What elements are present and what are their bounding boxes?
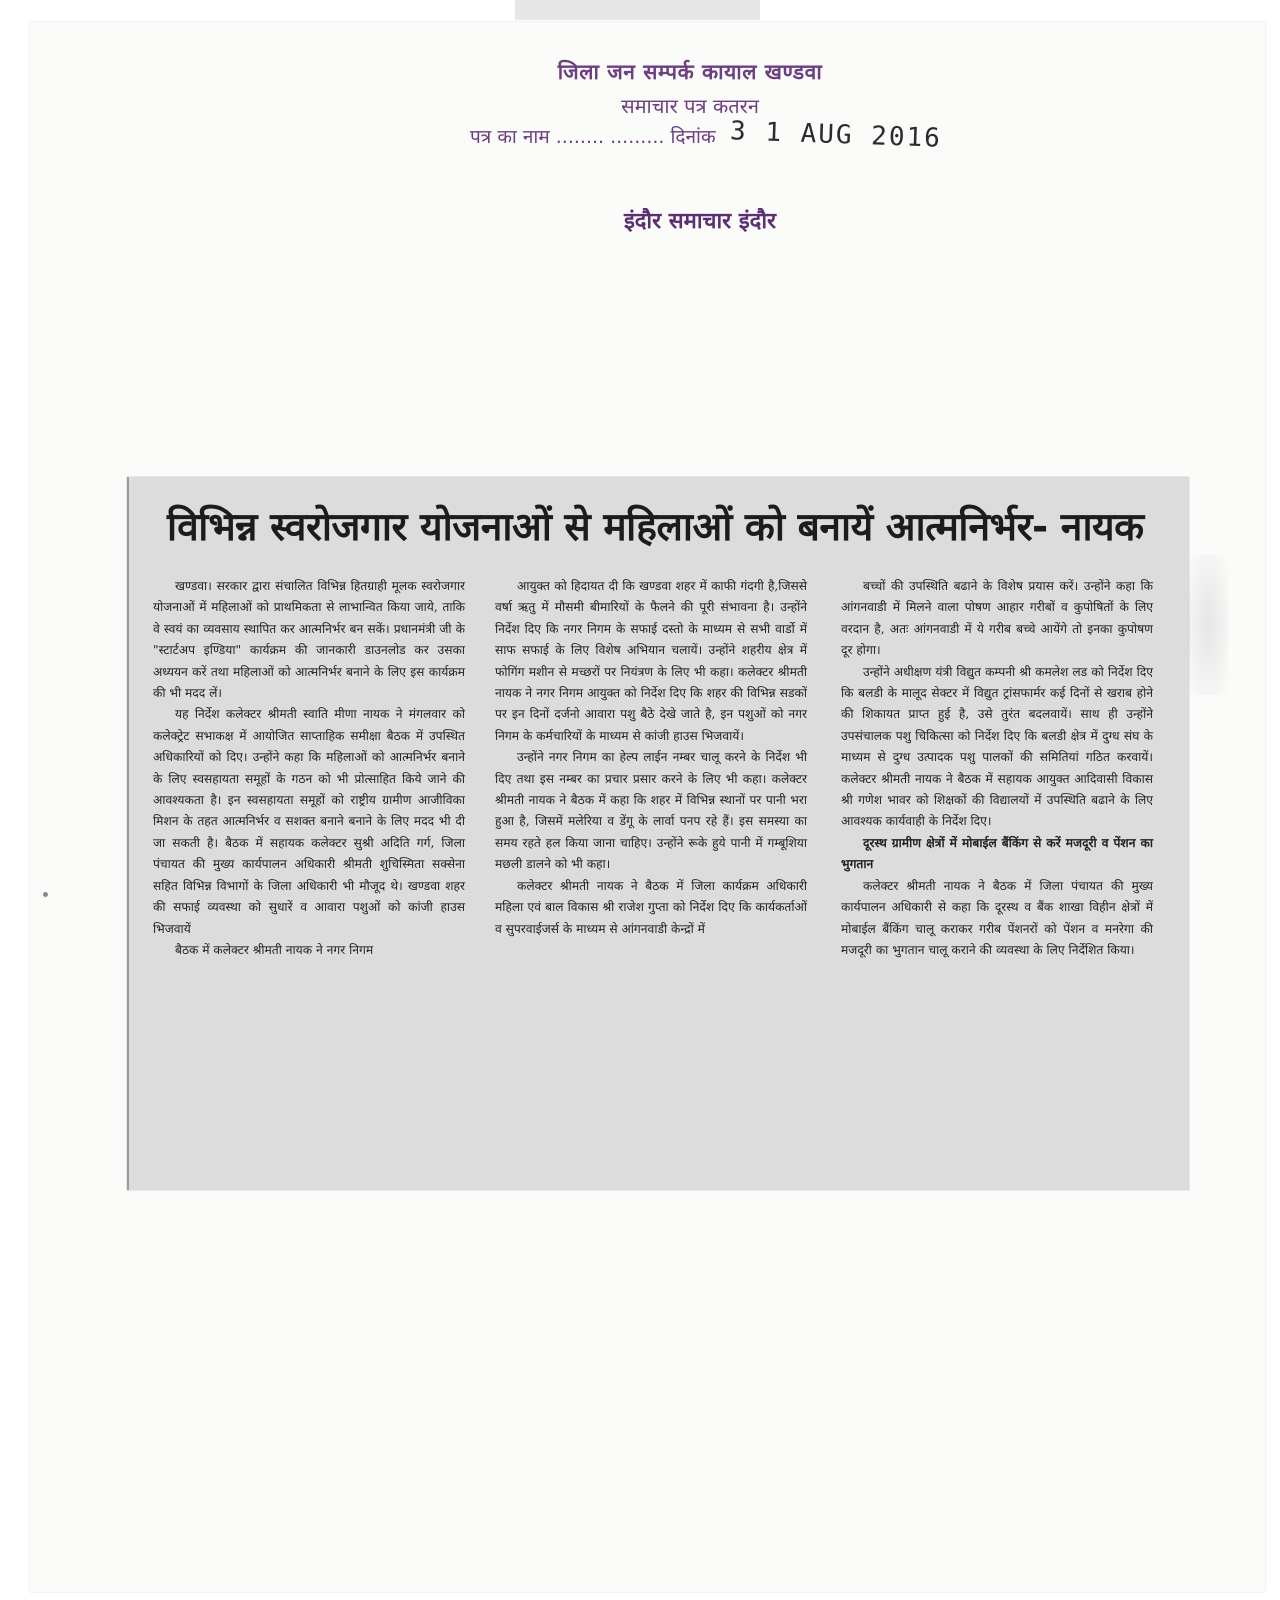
date-stamp: 3 1 AUG 2016 bbox=[729, 116, 942, 154]
paragraph: उन्होंने नगर निगम का हेल्प लाईन नम्बर चालू करने के निर्देश भी दिए तथा इस नम्बर का प्रचार प्रसार करने के लिए भी कहा। कलेक्टर श्रीमती नायक ने बैठक में कहा कि शहर में विभिन्न स्थानों पर पानी भरा हुआ है, जिसमें मलेरिया व डेंगू के लार्वा पनप रहे हैं। इस समस्या का समय रहते हल किया जाना चाहिए। उन्होंने रूके हुये पानी में गम्बूशिया मछली डालने को भी कहा। bbox=[495, 750, 807, 872]
date-label: दिनांक bbox=[670, 126, 716, 148]
paragraph: कलेक्टर श्रीमती नायक ने बैठक में जिला कार्यक्रम अधिकारी महिला एवं बाल विकास श्री राजेश गुप्ता को निर्देश दिए कि कार्यकर्ताओं व सुपरवाईजर्स के माध्यम से आंगनवाडी केन्द्रों में bbox=[495, 878, 807, 936]
paragraph: खण्डवा। सरकार द्वारा संचालित विभिन्न हितग्राही मूलक स्वरोजगार योजनाओं में महिलाओं को प्राथमिकता से लाभान्वित किया जाये, ताकि वे स्वयं का व्यवसाय स्थापित कर आत्मनिर्भर बन सकें। प्रधानमंत्री जी के "स्टार्टअप इण्डिया" कार्यक्रम की जानकारी डाउनलोड कर उसका अध्ययन करें तथा महिलाओं को आत्मनिर्भर बनाने के लिए इस कार्यक्रम की भी मदद लें। bbox=[153, 579, 465, 701]
paragraph: बच्चों की उपस्थिति बढाने के विशेष प्रयास करें। उन्होंने कहा कि आंगनवाडी में मिलने वाला पोषण आहार गरीबों व कुपोषितों के लिए वरदान है, अतः आंगनवाडी में ये गरीब बच्चे आयेंगे तो इनका कुपोषण दूर होगा। bbox=[841, 579, 1153, 658]
source-stamp: इंदौर समाचार इंदौर bbox=[623, 209, 777, 234]
scanner-tape-edge bbox=[515, 0, 760, 20]
article-subheading: दूरस्थ ग्रामीण क्षेत्रों में मोबाईल बैंकिंग से करें मजदूरी व पेंशन का भुगतान bbox=[841, 835, 1153, 872]
paragraph: कलेक्टर श्रीमती नायक ने बैठक में जिला पंचायत की मुख्य कार्यपालन अधिकारी से कहा कि दूरस्थ व बैंक शाखा विहीन क्षेत्रों में मोबाईल बैंकिंग चालू कराकर गरीब पेंशनरों को पेंशन व मनरेगा की मजदूरी का भुगतान चालू कराने की व्यवस्था के लिए निर्देशित किया। bbox=[841, 878, 1153, 957]
paragraph: आयुक्त को हिदायत दी कि खण्डवा शहर में काफी गंदगी है,जिससे वर्षा ऋतु में मौसमी बीमारियों के फैलने की पूरी संभावना है। उन्होंने निर्देश दिए कि नगर निगम के सफाई दस्तो के माध्यम से सभी वार्डो में साफ सफाई के लिए विशेष अभियान चलायें। उन्होंने शहरीय क्षेत्र में फोगिंग मशीन से मच्छरों पर नियंत्रण के लिए भी कहा। कलेक्टर श्रीमती नायक ने नगर निगम आयुक्त को निर्देश दिए कि शहर की विभिन्न सडकों पर इन दिनों दर्जनो आवारा पशु बैठे देखे जाते है, इन पशुओं को नगर निगम के कर्मचारियों के माध्यम से कांजी हाउस भिजवायें। bbox=[495, 579, 807, 743]
paper-date-row bbox=[470, 116, 1010, 154]
article-column-3 bbox=[841, 576, 1153, 961]
clipping-label: समाचार पत्र कतरन bbox=[621, 94, 759, 118]
article-column-1 bbox=[153, 576, 465, 961]
article-headline: विभिन्न स्वरोजगार योजनाओं से महिलाओं को बनायें आत्मनिर्भर- नायक bbox=[167, 505, 1144, 550]
paper-name-label: पत्र का नाम ........ ......... bbox=[470, 126, 671, 148]
margin-mark bbox=[43, 892, 48, 897]
office-stamp-title: जिला जन सम्पर्क कायाल खण्डवा bbox=[557, 60, 823, 84]
paragraph: बैठक में कलेक्टर श्रीमती नायक ने नगर निगम bbox=[175, 942, 374, 957]
paragraph: यह निर्देश कलेक्टर श्रीमती स्वाति मीणा नायक ने मंगलवार को कलेक्ट्रेट सभाकक्ष में आयोजित साप्ताहिक समीक्षा बैठक में उपस्थित अधिकारियों को दिए। उन्होंने कहा कि महिलाओं को आत्मनिर्भर बनाने के लिए स्वसहायता समूहों के गठन को भी प्रोत्साहित किये जाने की आवश्यकता है। इन स्वसहायता समूहों को राष्ट्रीय ग्रामीण आजीविका मिशन के तहत आत्मनिर्भर व सशक्त बनाने बनाने के लिए मदद भी दी जा सकती है। बैठक में सहायक कलेक्टर सुश्री अदिति गर्ग, जिला पंचायत की मुख्य कार्यपालन अधिकारी श्रीमती शुचिस्मिता सक्सेना सहित विभिन्न विभागों के जिला अधिकारी भी मौजूद थे। खण्डवा शहर की सफाई व्यवस्था को सुधारें व आवारा पशुओं को कांजी हाउस भिजवायें bbox=[153, 707, 465, 936]
paragraph: उन्होंने अधीक्षण यंत्री विद्युत कम्पनी श्री कमलेश लड को निर्देश दिए कि बलडी के मालूद सेक्टर में विद्युत ट्रांसफार्मर कई दिनों से खराब होने की शिकायत प्राप्त हुई है, उसे तुरंत बदलवायें। साथ ही उन्होंने उपसंचालक पशु चिकित्सा को निर्देश दिए कि बलडी क्षेत्र में दुग्ध संघ के माध्यम से दुग्ध उत्पादक पशु पालकों की समितियां गठित करवायें। कलेक्टर श्रीमती नायक ने बैठक में सहायक आयुक्त आदिवासी विकास श्री गणेश भावर को शिक्षकों की विद्यालयों में उपस्थिति बढाने के लिए आवश्यक कार्यवाही के निर्देश दिए। bbox=[841, 664, 1153, 829]
newspaper-clipping bbox=[127, 477, 1189, 1190]
article-column-2 bbox=[495, 576, 807, 940]
scan-smudge bbox=[1188, 555, 1228, 695]
